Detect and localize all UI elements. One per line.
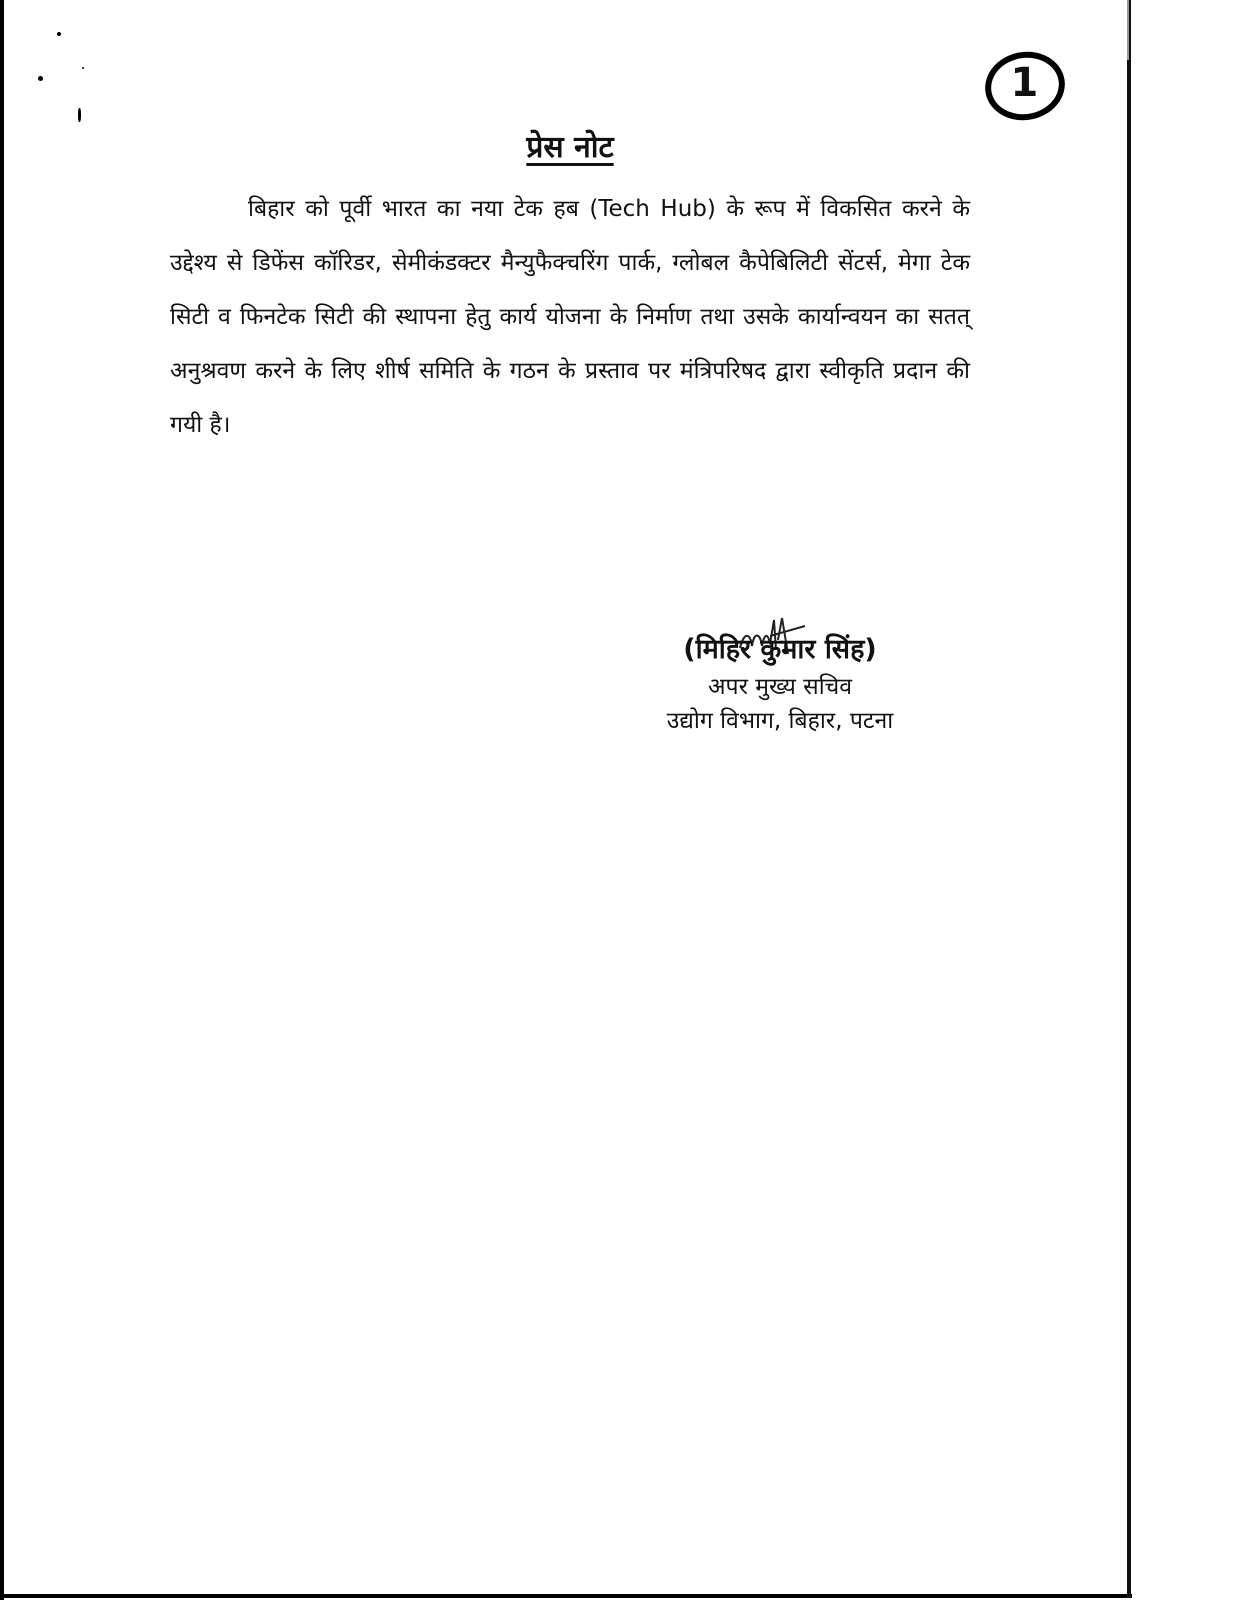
page-number-circle bbox=[980, 46, 1071, 127]
scan-border-left bbox=[0, 0, 4, 1600]
page-title: प्रेस नोट bbox=[526, 130, 614, 165]
signatory-department: उद्योग विभाग, बिहार, पटना bbox=[666, 708, 894, 734]
page-number: 1 bbox=[1010, 60, 1039, 107]
scan-border-bottom bbox=[0, 1594, 1132, 1598]
signatory-name: (मिहिर कुमार सिंह) bbox=[683, 634, 877, 665]
signature-block bbox=[620, 630, 940, 738]
body-paragraph bbox=[170, 182, 970, 452]
signatory-designation: अपर मुख्य सचिव bbox=[707, 674, 853, 700]
scan-border-right-top bbox=[1127, 0, 1129, 60]
scan-border-right bbox=[1127, 0, 1131, 1598]
body-text: बिहार को पूर्वी भारत का नया टेक हब (Tech Hub) के रूप में विकसित करने के उद्देश्य से डिफेंस कॉरिडर, सेमीकंडक्टर मैन्युफैक्चरिंग पार्क, ग्लोबल कैपेबिलिटी सेंटर्स, मेगा टेक सिटी व फिनटेक सिटी की स्थापना हेतु कार्य योजना के निर्माण तथा उसके कार्यान्वयन का सतत् अनुश्रवण करने के लिए शीर्ष समिति के गठन के प्रस्ताव पर मंत्रिपरिषद द्वारा स्वीकृति प्रदान की गयी है। bbox=[170, 196, 970, 438]
